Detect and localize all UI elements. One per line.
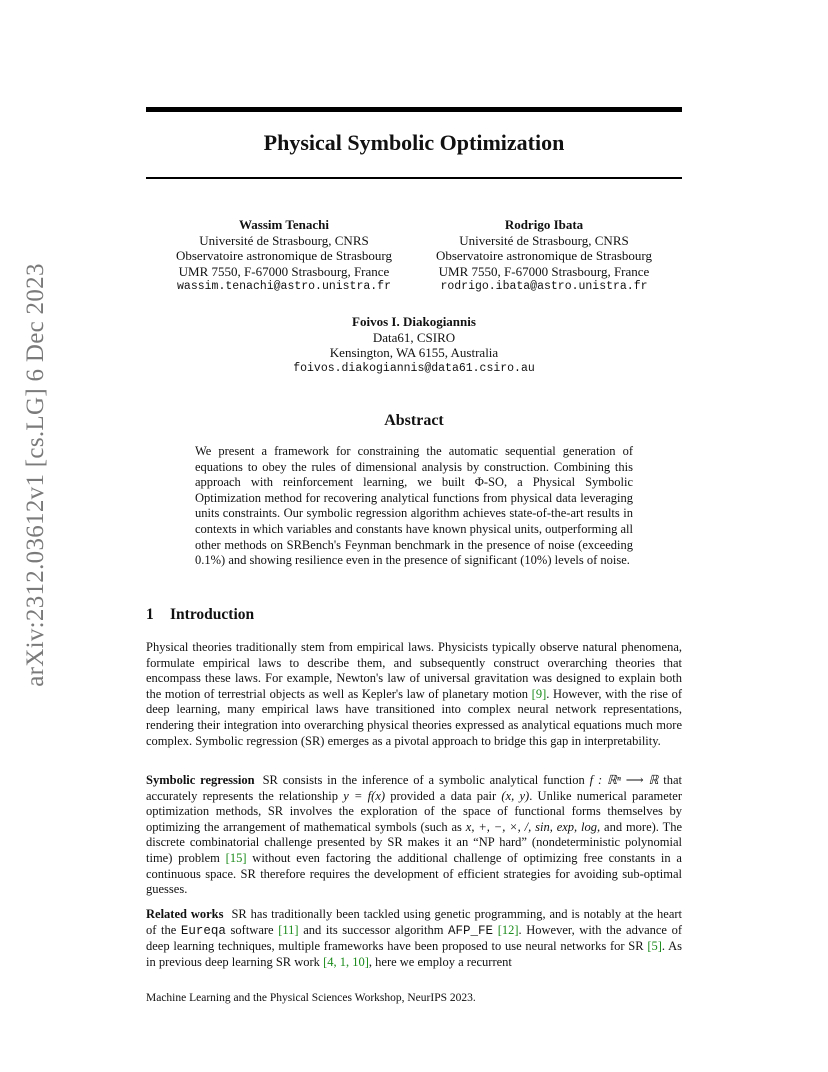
paragraph-text: software — [225, 922, 279, 937]
related-works-paragraph — [146, 907, 682, 970]
citation-link[interactable]: [12] — [497, 922, 519, 937]
math-expression: (x, y) — [501, 788, 530, 803]
author-block — [264, 314, 564, 376]
math-expression: f : ℝⁿ ⟶ ℝ — [589, 773, 659, 787]
section-heading — [146, 606, 254, 624]
code-term: AFP_FE — [448, 923, 494, 938]
citation-link[interactable]: [9] — [531, 686, 547, 701]
citation-link[interactable]: [15] — [225, 850, 247, 865]
paragraph-text: . Unlike numerical parameter optimization methods, SR involves the exploration of the space of functional forms themselves by optimizing the arrangement of mathematical symbols (such as — [146, 788, 682, 834]
symbolic-regression-paragraph — [146, 773, 682, 898]
paragraph-text: . However, with the advance of deep learning techniques, multiple frameworks have been proposed to use neural networks for SR — [146, 922, 683, 954]
author-block — [410, 217, 678, 295]
author-affiliation: Kensington, WA 6155, Australia — [329, 345, 499, 360]
paragraph-text: . However, with the rise of deep learning, many empirical laws have transitioned into complex neural network representations, rendering their integration into overarching physical theories expressed as analytical equations much more complex. Symbolic regression (SR) emerges as a pivotal approach to bridge this gap in interpretability. — [146, 686, 682, 748]
author-block — [150, 217, 418, 295]
paragraph-lead: Related works — [146, 907, 224, 921]
arxiv-identifier: arXiv:2312.03612v1 [cs.LG] 6 Dec 2023 — [22, 263, 49, 687]
author-name: Rodrigo Ibata — [504, 217, 584, 232]
paragraph-lead: Symbolic regression — [146, 773, 255, 787]
page-footer: Machine Learning and the Physical Sciences Workshop, NeurIPS 2023. — [146, 992, 476, 1004]
author-affiliation: Université de Strasbourg, CNRS — [459, 232, 629, 248]
citation-link[interactable]: [11] — [278, 922, 299, 937]
author-affiliation: Data61, CSIRO — [372, 329, 456, 345]
section-number: 1 — [146, 606, 154, 623]
author-affiliation: UMR 7550, F-67000 Strasbourg, France — [438, 263, 650, 279]
code-term: Eureqa — [180, 923, 226, 938]
paragraph-text: provided a data pair — [385, 788, 502, 803]
paragraph-text: Physical theories traditionally stem from empirical laws. Physicists typically observe natural phenomena, formulate empirical laws to describe them, and subsequently construct overarching theories that encompass these laws. For example, Newton's law of universal gravitation was designed to explain both the motion of terrestrial objects as well as Kepler's law of planetary motion — [146, 640, 682, 701]
paragraph-text: . As in previous deep learning SR work — [146, 939, 682, 969]
author-name: Foivos I. Diakogiannis — [352, 314, 476, 329]
paragraph-text: that accurately represents the relationship — [146, 773, 682, 803]
section-title: Introduction — [170, 606, 255, 623]
intro-paragraph — [146, 640, 682, 749]
author-name: Wassim Tenachi — [239, 217, 329, 232]
author-email[interactable]: foivos.diakogiannis@data61.csiro.au — [293, 361, 535, 375]
abstract-text: We present a framework for constraining the automatic sequential generation of equations to obey the rules of dimensional analysis by construction. Combining this approach with reinforcement learning, we built Φ-SO, a Physical Symbolic Optimization method for recovering analytical functions from physical data leveraging units constraints. Our symbolic regression algorithm achieves state-of-the-art results in contexts in which variables and constants have known physical units, outperforming all other methods on SRBench's Feynman benchmark in the presence of noise (exceeding 0.1%) and showing resilience even in the presence of significant (10%) levels of noise. — [195, 444, 633, 568]
author-affiliation: Observatoire astronomique de Strasbourg — [175, 248, 393, 263]
author-email[interactable]: rodrigo.ibata@astro.unistra.fr — [440, 280, 648, 293]
paragraph-text: and more). The discrete combinatorial challenge presented by SR makes it an “NP hard” (nondeterministic polynomial time) problem — [146, 819, 683, 865]
author-affiliation: Observatoire astronomique de Strasbourg — [435, 248, 653, 263]
paragraph-text: without even factoring the additional challenge of optimizing free constants in a continuous space. SR therefore requires the development of efficient strategies for avoiding sub-optimal guesses. — [146, 850, 682, 897]
title-rule-bottom — [146, 177, 682, 179]
math-expression: y = f(x) — [343, 788, 386, 803]
author-affiliation: UMR 7550, F-67000 Strasbourg, France — [178, 263, 390, 279]
math-expression: x, +, −, ×, /, sin, exp, log, — [465, 819, 601, 834]
citation-link[interactable]: [4, 1, 10] — [323, 954, 369, 969]
citation-link[interactable]: [5] — [647, 939, 662, 954]
paragraph-text: SR has traditionally been tackled using genetic programming, and is notably at the heart of the — [146, 907, 683, 937]
paragraph-text: SR consists in the inference of a symbolic analytical function — [262, 773, 590, 787]
author-affiliation: Université de Strasbourg, CNRS — [199, 232, 369, 248]
title-rule-top — [146, 107, 682, 112]
paper-title: Physical Symbolic Optimization — [263, 130, 565, 155]
paragraph-text: and its successor algorithm — [298, 922, 449, 937]
paragraph-text: , here we employ a recurrent — [368, 954, 512, 969]
author-email[interactable]: wassim.tenachi@astro.unistra.fr — [177, 280, 391, 293]
abstract-heading: Abstract — [384, 412, 444, 429]
